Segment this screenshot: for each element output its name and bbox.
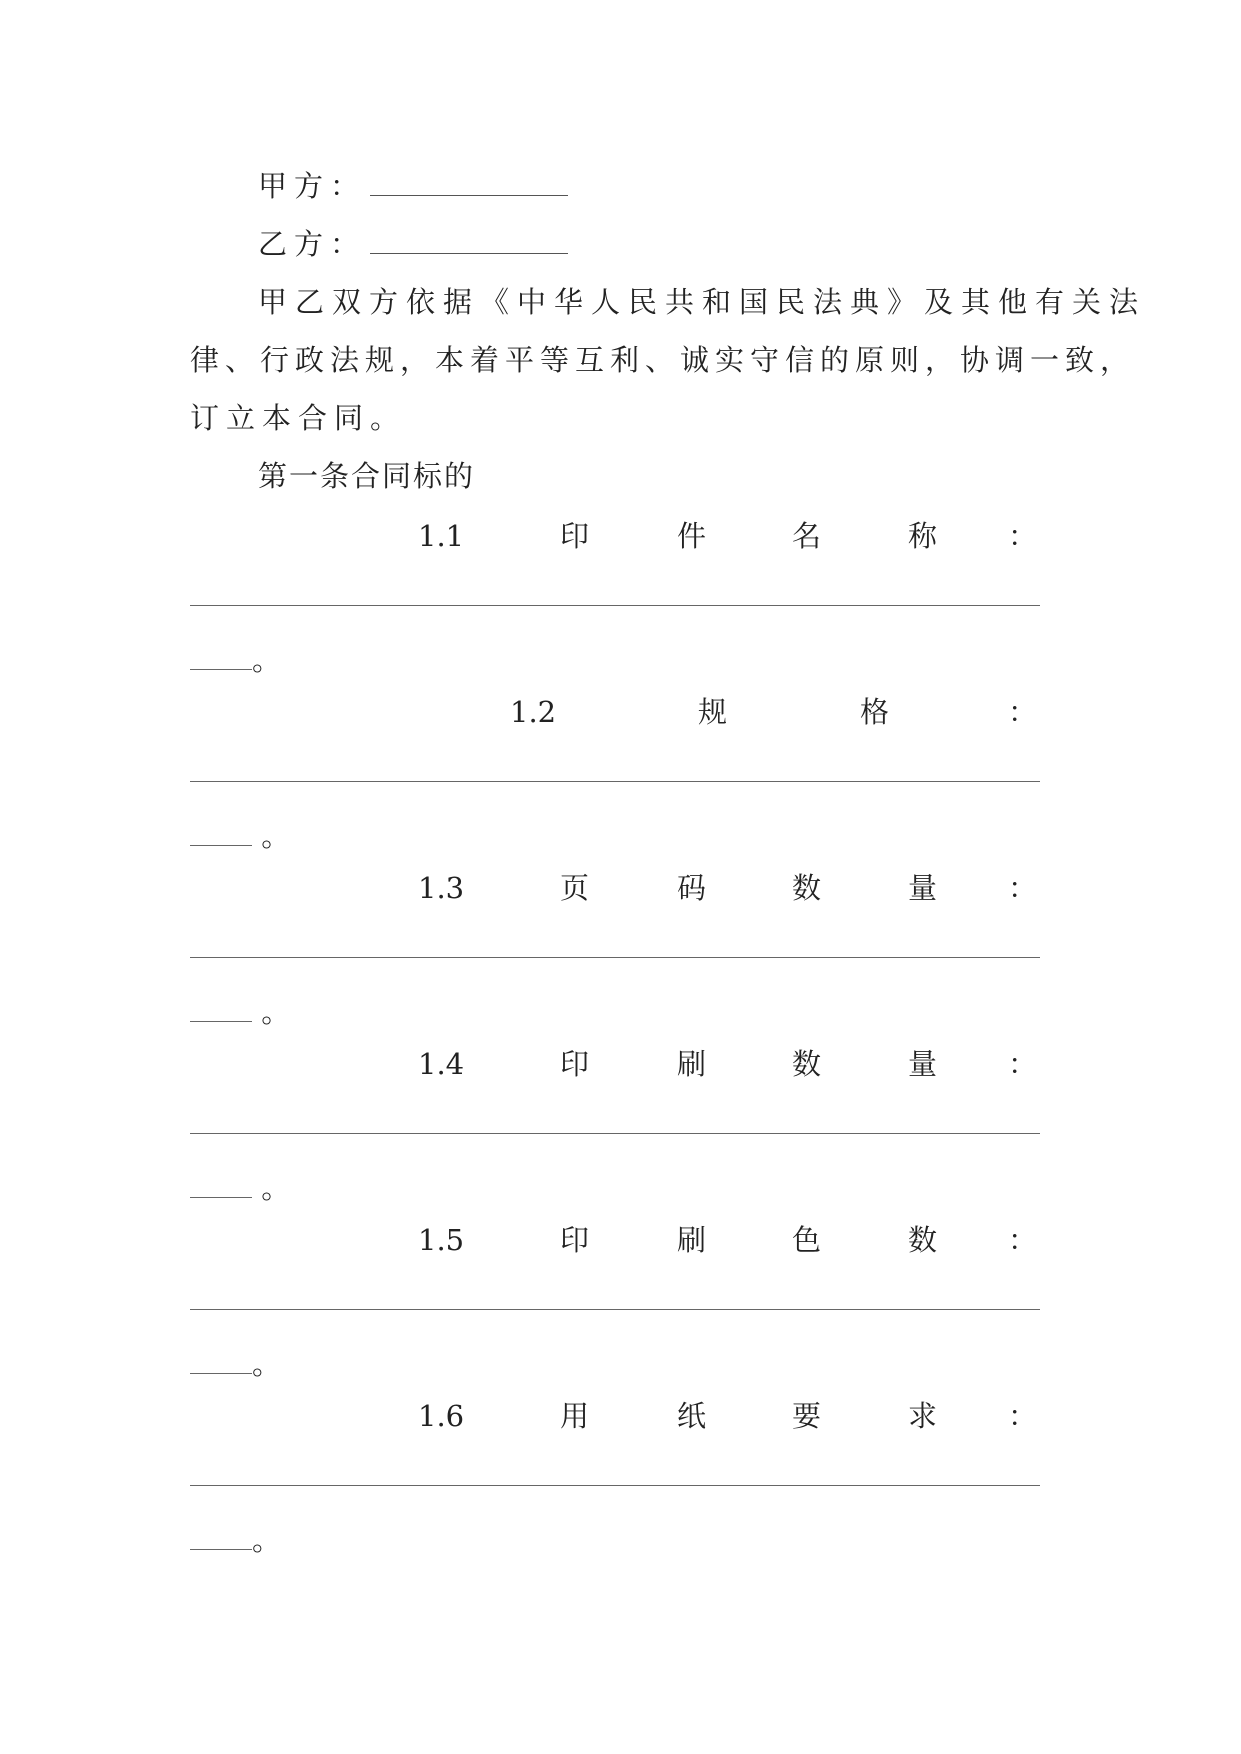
item-end: 。 (261, 1171, 291, 1205)
item-colon: ： (1008, 1047, 1038, 1081)
item-char: 色 (792, 1223, 822, 1257)
item-end: 。 (252, 1347, 282, 1381)
item-num: 1.6 (418, 1399, 465, 1433)
item-1-5-rule (190, 1309, 1040, 1310)
item-char: 刷 (677, 1047, 707, 1081)
item-1-4-tail (190, 1168, 290, 1208)
item-char: 要 (792, 1399, 822, 1433)
item-char: 印 (560, 519, 590, 553)
tail-blank (190, 821, 252, 846)
item-end: 。 (261, 819, 291, 853)
item-end: 。 (261, 995, 291, 1029)
item-char: 名 (792, 519, 822, 553)
item-colon: ： (1008, 695, 1038, 729)
item-num: 1.4 (418, 1047, 465, 1081)
item-1-2-tail (190, 816, 290, 856)
item-char: 纸 (677, 1399, 707, 1433)
party-b-line (258, 224, 1118, 264)
item-1-6-rule (190, 1485, 1040, 1486)
tail-blank (190, 997, 252, 1022)
item-1-5-row (190, 1220, 1040, 1260)
item-char: 格 (860, 695, 890, 729)
item-1-4-row (190, 1044, 1040, 1084)
item-colon: ： (1008, 519, 1038, 553)
item-char: 印 (560, 1047, 590, 1081)
item-1-2-row (190, 692, 1040, 732)
item-char: 页 (560, 871, 590, 905)
item-colon: ： (1008, 871, 1038, 905)
party-a-label: 甲方： (258, 169, 367, 203)
item-colon: ： (1008, 1399, 1038, 1433)
item-num: 1.5 (418, 1223, 465, 1257)
item-char: 量 (908, 871, 938, 905)
party-b-blank (370, 227, 568, 254)
tail-blank (190, 1525, 252, 1550)
tail-blank (190, 645, 252, 670)
preamble-line-3: 订立本合同。 (190, 401, 407, 435)
party-b-label: 乙方： (258, 227, 367, 261)
preamble-line-2: 律、行政法规，本着平等互利、诚实守信的原则，协调一致， (190, 343, 1136, 377)
item-1-2-rule (190, 781, 1040, 782)
item-1-1-row (190, 516, 1040, 556)
article-1-title: 第一条合同标的 (258, 459, 476, 493)
item-char: 件 (677, 519, 707, 553)
tail-blank (190, 1173, 252, 1198)
item-1-6-row (190, 1396, 1040, 1436)
item-1-1-rule (190, 605, 1040, 606)
party-a-line (258, 166, 1118, 206)
item-end: 。 (252, 1523, 282, 1557)
item-colon: ： (1008, 1223, 1038, 1257)
item-end: 。 (252, 643, 282, 677)
item-num: 1.2 (510, 695, 557, 729)
item-1-6-tail (190, 1520, 281, 1560)
preamble-line-1: 甲乙双方依据《中华人民共和国民法典》及其他有关法 (258, 285, 1147, 319)
item-num: 1.1 (418, 519, 465, 553)
item-1-3-rule (190, 957, 1040, 958)
item-1-4-rule (190, 1133, 1040, 1134)
party-a-blank (370, 169, 568, 196)
item-char: 数 (792, 1047, 822, 1081)
item-char: 码 (677, 871, 707, 905)
item-char: 印 (560, 1223, 590, 1257)
item-1-5-tail (190, 1344, 281, 1384)
item-char: 数 (908, 1223, 938, 1257)
item-num: 1.3 (418, 871, 465, 905)
item-char: 用 (560, 1399, 590, 1433)
item-char: 量 (908, 1047, 938, 1081)
item-1-3-tail (190, 992, 290, 1032)
item-char: 数 (792, 871, 822, 905)
item-1-1-tail (190, 640, 281, 680)
tail-blank (190, 1349, 252, 1374)
item-char: 称 (908, 519, 938, 553)
item-char: 刷 (677, 1223, 707, 1257)
item-1-3-row (190, 868, 1040, 908)
item-char: 规 (698, 695, 728, 729)
item-char: 求 (908, 1399, 938, 1433)
